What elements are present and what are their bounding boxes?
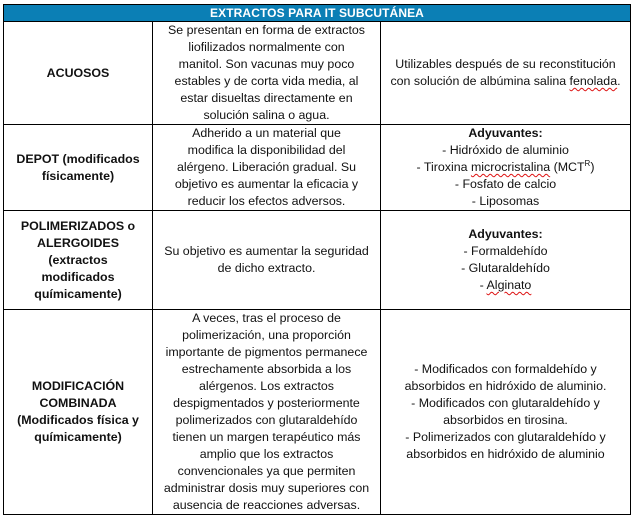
description-line: alérgeno. Liberación gradual. Su xyxy=(176,160,357,174)
notes-line: - Alginato xyxy=(479,278,532,292)
description-line: Su objetivo es aumentar la seguridad xyxy=(164,244,369,258)
description-line: liofilizados normalmente con xyxy=(188,40,345,54)
row-notes xyxy=(381,211,631,310)
table-title: EXTRACTOS PARA IT SUBCUTÁNEA xyxy=(4,5,631,22)
row-notes xyxy=(381,310,631,515)
notes-line: Utilizables después de su reconstitución xyxy=(395,57,616,71)
notes-line: absorbidos en tirosina. xyxy=(443,413,568,427)
row-label xyxy=(4,22,153,125)
notes-line: - Tiroxina microcristalina $(MCT^R)$ xyxy=(416,158,595,174)
description-line: polimerizados con glutaraldehído xyxy=(175,413,358,427)
row-label xyxy=(4,211,153,310)
notes-line: - Modificados con formaldehído y xyxy=(414,362,597,376)
description-line: administrar dosis muy superiores con xyxy=(163,481,370,495)
description-line: tienen un margen terapéutico más xyxy=(172,430,361,444)
row-description xyxy=(153,211,381,310)
description-line: solución salina o agua. xyxy=(203,108,330,122)
row-label-line: (Modificados física y xyxy=(17,413,139,427)
registered-superscript: R xyxy=(584,158,591,168)
row-label-line: MODIFICACIÓN xyxy=(31,379,125,393)
row-label-line: físicamente) xyxy=(41,168,115,183)
description-line: ausencia de reacciones adversas. xyxy=(172,498,361,512)
description-line: convencionales ya que permiten xyxy=(177,464,356,478)
description-line: estrechamente absorbida a los xyxy=(181,362,352,376)
row-description xyxy=(153,22,381,125)
row-label-line: ACUOSOS xyxy=(46,65,110,80)
description-line: estar disueltas directamente en xyxy=(180,91,353,105)
row-label-line: químicamente) xyxy=(34,286,122,301)
row-description xyxy=(153,125,381,211)
notes-line: - Modificados con glutaraldehído y xyxy=(411,396,600,410)
row-label xyxy=(4,125,153,211)
notes-line: - Polimerizados con glutaraldehído y xyxy=(405,430,606,444)
description-line: estables y de corta vida media, al xyxy=(174,74,359,88)
row-notes xyxy=(381,125,631,211)
description-line: reducir los efectos adversos. xyxy=(187,194,346,208)
notes-line: absorbidos en hidróxido de aluminio xyxy=(406,447,605,461)
row-notes xyxy=(381,22,631,125)
spellcheck-mark: Alginato xyxy=(486,278,532,292)
table-row-modificacion-combinada xyxy=(4,310,631,515)
description-line: amplio que los extractos xyxy=(199,447,334,461)
subcutaneous-extracts-table xyxy=(3,4,631,515)
description-line: alérgenos. Los extractos xyxy=(199,379,334,393)
row-label-line: modificados xyxy=(41,269,115,284)
row-label xyxy=(4,310,153,515)
description-line: de dicho extracto. xyxy=(217,261,316,275)
notes-line: con solución de albúmina salina fenolada. xyxy=(390,74,621,88)
adjuvants-title: Adyuvantes: xyxy=(468,227,543,241)
description-line: importante de pigmentos permanece xyxy=(165,345,368,359)
description-line: objetivo es aumentar la eficacia y xyxy=(174,177,359,191)
description-line: Se presentan en forma de extractos xyxy=(168,23,365,37)
row-label-line: DEPOT (modificados xyxy=(16,151,140,166)
description-line: despigmentados y posteriormente xyxy=(173,396,360,410)
table-header-row xyxy=(4,5,631,22)
spellcheck-mark: microcristalina xyxy=(470,160,551,174)
row-label-line: ALERGOIDES xyxy=(37,235,119,250)
spellcheck-mark: fenolada xyxy=(569,74,618,88)
table-row-polimerizados xyxy=(4,211,631,310)
row-label-line: (extractos xyxy=(48,252,108,267)
description-line: modifica la disponibilidad del xyxy=(187,143,346,157)
notes-line: - Glutaraldehído xyxy=(461,261,550,275)
adjuvants-title: Adyuvantes: xyxy=(468,126,543,140)
description-line: Adherido a un material que xyxy=(192,126,341,140)
text-cursor xyxy=(630,124,631,140)
table-row-depot xyxy=(4,125,631,211)
notes-line: - Liposomas xyxy=(471,194,540,208)
row-label-line: COMBINADA xyxy=(39,396,117,410)
description-line: A veces, tras el proceso de xyxy=(192,311,341,325)
notes-line: - Hidróxido de aluminio xyxy=(442,143,569,157)
description-line: manitol. Son vacunas muy poco xyxy=(178,57,355,71)
notes-line: - Formaldehído xyxy=(463,244,548,258)
notes-line: absorbidos en hidróxido de aluminio. xyxy=(404,379,607,393)
notes-line: - Fosfato de calcio xyxy=(454,177,557,191)
row-label-line: POLIMERIZADOS o xyxy=(20,218,136,233)
row-label-line: químicamente) xyxy=(34,430,122,444)
description-line: polimerización, una proporción xyxy=(182,328,351,342)
table-row-acuosos xyxy=(4,22,631,125)
row-description xyxy=(153,310,381,515)
notes-line-text: - Tiroxina microcristalina (MCT xyxy=(416,160,585,174)
